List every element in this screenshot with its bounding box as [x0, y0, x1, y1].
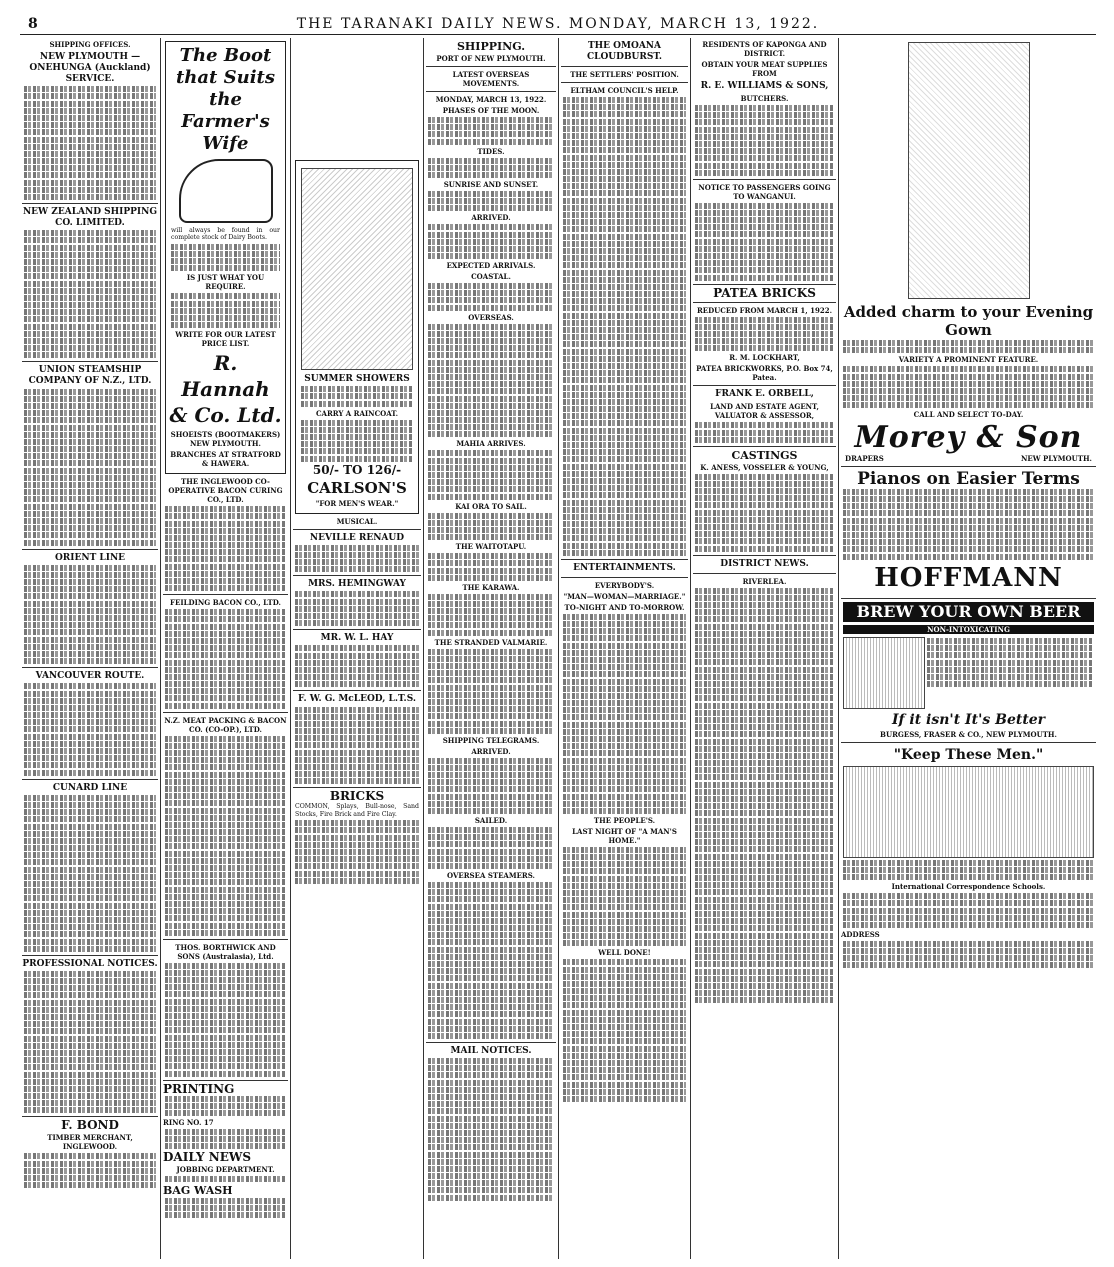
- section-heading: CUNARD LINE: [52, 782, 128, 793]
- section-heading: N.Z. MEAT PACKING & BACON CO. (CO-OP.), LTD.: [164, 715, 287, 734]
- section-heading: F. W. G. McLEOD, L.T.S.: [297, 694, 417, 705]
- ad-headline: Added charm to your Evening Gown: [843, 303, 1094, 339]
- masthead: [20, 14, 1096, 35]
- ad-headline: SUMMER SHOWERS: [304, 374, 410, 384]
- ad-text: BRANCHES AT STRATFORD & HAWERA.: [170, 450, 281, 469]
- section-subheading: EXPECTED ARRIVALS.: [446, 261, 536, 271]
- article-subheading: "MAN—WOMAN—MARRIAGE.": [563, 591, 686, 601]
- column-display-ads: [841, 38, 1096, 1259]
- section-subheading: LATEST OVERSEAS MOVEMENTS.: [452, 70, 530, 88]
- ad-text: NEW PLYMOUTH.: [1021, 454, 1092, 464]
- column-rule: [690, 38, 691, 1259]
- ad-text: NON-INTOXICATING: [843, 625, 1094, 634]
- hannah-logo: R. Hannah & Co. Ltd.: [169, 351, 282, 428]
- ad-headline: Pianos on Easier Terms: [857, 468, 1080, 489]
- ad-text: PATEA BRICKWORKS, P.O. Box 74, Patea.: [696, 364, 833, 383]
- ad-headline: FRANK E. ORBELL,: [715, 389, 814, 400]
- section-heading: MUSICAL.: [336, 516, 378, 526]
- column-rule: [290, 38, 291, 1259]
- section-heading: DAILY NEWS: [163, 1150, 252, 1165]
- section-subheading: TIMBER MERCHANT, INGLEWOOD.: [47, 1133, 133, 1152]
- ad-price: 50/- TO 126/-: [312, 462, 402, 477]
- section-subheading: THE KARAWA.: [462, 582, 520, 592]
- section-subheading: ARRIVED.: [471, 213, 511, 223]
- section-heading: THE INGLEWOOD CO-OPERATIVE BACON CURING CO., LTD.: [168, 477, 283, 505]
- article-subheading: RIVERLEA.: [742, 576, 787, 586]
- raincoat-illustration: [301, 168, 413, 370]
- ad-text: BUTCHERS.: [740, 94, 789, 103]
- ad-text: REDUCED FROM MARCH 1, 1922.: [696, 305, 833, 315]
- hoffmann-logo: HOFFMANN: [874, 562, 1063, 593]
- section-subheading: OVERSEAS.: [468, 312, 514, 322]
- ad-text: CARRY A RAINCOAT.: [315, 408, 399, 418]
- ad-text: LAND AND ESTATE AGENT, VALUATOR & ASSESSOR,: [710, 402, 819, 421]
- section-heading: VANCOUVER ROUTE.: [35, 671, 145, 682]
- column-advertisements-a: [163, 38, 288, 1259]
- column-rule: [838, 38, 839, 1259]
- section-heading: PRINTING: [163, 1081, 235, 1096]
- ad-text: OBTAIN YOUR MEAT SUPPLIES FROM: [701, 60, 828, 78]
- ad-headline: NOTICE TO PASSENGERS GOING TO WANGANUI.: [698, 182, 831, 201]
- section-subheading: OVERSEA STEAMERS.: [447, 870, 535, 880]
- column-rule: [160, 38, 161, 1259]
- morey-son-logo: Morey & Son: [854, 420, 1083, 456]
- ad-slogan: If it isn't It's Better: [891, 711, 1046, 728]
- article-subheading: THE PEOPLE'S.: [593, 815, 656, 825]
- ad-text: International Correspondence Schools.: [891, 882, 1046, 892]
- evening-gown-illustration: [908, 42, 1030, 299]
- ad-headline: The Boot that Suits the Farmer's Wife: [175, 45, 276, 154]
- article-subheading: EVERYBODY'S.: [594, 580, 655, 590]
- ad-text: R. M. LOCKHART,: [729, 353, 800, 363]
- section-subheading: KAI ORA TO SAIL.: [455, 501, 527, 511]
- ad-text: VARIETY A PROMINENT FEATURE.: [898, 355, 1039, 365]
- section-subheading: PORT OF NEW PLYMOUTH.: [436, 54, 546, 63]
- column-local: [693, 38, 836, 1259]
- column-rule: [423, 38, 424, 1259]
- section-heading: NEVILLE RENAUD: [309, 532, 405, 543]
- section-heading: DISTRICT NEWS.: [720, 558, 809, 569]
- carlsons-logo: CARLSON'S: [307, 478, 407, 497]
- section-heading: MR. W. L. HAY: [320, 633, 394, 644]
- section-heading: FEILDING BACON CO., LTD.: [170, 598, 281, 608]
- section-heading: SHIPPING.: [456, 40, 526, 53]
- article-subheading: LAST NIGHT OF "A MAN'S HOME.": [572, 826, 677, 845]
- coupon-address-label: ADDRESS: [841, 929, 880, 939]
- section-heading: RING NO. 17: [163, 1118, 214, 1128]
- ad-text: DRAPERS: [845, 454, 884, 464]
- section-heading: F. BOND: [61, 1118, 119, 1133]
- column-rule: [558, 38, 559, 1259]
- beer-illustration: [843, 637, 925, 709]
- section-subheading: MAHIA ARRIVES.: [456, 439, 526, 449]
- article-subheading: ELTHAM COUNCIL'S HELP.: [570, 86, 679, 95]
- article-subheading: THE SETTLERS' POSITION.: [570, 70, 679, 79]
- ad-headline: "Keep These Men.": [893, 746, 1044, 763]
- ad-headline: BREW YOUR OWN BEER: [843, 602, 1094, 622]
- section-heading: PROFESSIONAL NOTICES.: [22, 958, 158, 969]
- ad-text: will always be found in our complete stock of Dairy Boots.: [171, 227, 280, 242]
- section-subheading: MONDAY, MARCH 13, 1922.: [435, 95, 547, 104]
- ad-text: IS JUST WHAT YOU REQUIRE.: [186, 273, 265, 292]
- boot-illustration: [179, 159, 273, 223]
- section-subheading: COASTAL.: [471, 272, 511, 282]
- ad-text: CALL AND SELECT TO-DAY.: [913, 410, 1024, 420]
- section-subheading: SUNRISE AND SUNSET.: [443, 179, 539, 189]
- section-subheading: THE STRANDED VALMARIE.: [434, 637, 548, 647]
- column-advertisements-b: [293, 160, 421, 1259]
- ad-text: "FOR MEN'S WEAR.": [315, 498, 399, 508]
- section-heading: NEW ZEALAND SHIPPING CO. LIMITED.: [22, 207, 158, 228]
- section-heading: ENTERTAINMENTS.: [573, 562, 676, 573]
- ad-headline: CASTINGS: [731, 448, 798, 462]
- section-subheading: SHIPPING TELEGRAMS.: [442, 735, 540, 745]
- section-subheading: SAILED.: [474, 816, 508, 825]
- section-heading: MAIL NOTICES.: [450, 1045, 532, 1056]
- newspaper-title: THE TARANAKI DAILY NEWS. MONDAY, MARCH 13, 1922.: [296, 16, 820, 32]
- column-shipping-offices: [22, 38, 158, 1259]
- section-heading: NEW PLYMOUTH — ONEHUNGA (Auckland) SERVICE.: [29, 52, 151, 84]
- section-heading: THOS. BORTHWICK AND SONS (Australasia), Ltd.: [175, 942, 276, 961]
- ad-headline: RESIDENTS OF KAPONGA AND DISTRICT.: [702, 40, 827, 58]
- article-subheading: WELL DONE!: [598, 948, 651, 958]
- section-subheading: JOBBING DEPARTMENT.: [176, 1165, 275, 1175]
- section-heading: SHIPPING OFFICES.: [49, 40, 131, 49]
- article-subheading: TO-NIGHT AND TO-MORROW.: [564, 602, 685, 612]
- section-heading: BRICKS: [329, 789, 385, 804]
- column-shipping: [426, 38, 556, 1259]
- ad-text: BURGESS, FRASER & CO., NEW PLYMOUTH.: [880, 729, 1057, 739]
- page-number: 8: [28, 16, 38, 32]
- section-heading: MRS. HEMINGWAY: [308, 579, 406, 590]
- section-subheading: THE WAITOTAPU.: [455, 542, 527, 552]
- morey-footer: [845, 455, 1092, 462]
- ad-text: WRITE FOR OUR LATEST PRICE LIST.: [175, 330, 276, 349]
- article-headline: THE OMOANA CLOUDBURST.: [586, 41, 663, 62]
- section-subheading: ARRIVED.: [471, 746, 511, 756]
- section-subheading: PHASES OF THE MOON.: [442, 106, 540, 115]
- section-subheading: TIDES.: [477, 146, 505, 156]
- ad-headline: R. E. WILLIAMS & SONS,: [700, 81, 829, 91]
- ad-text: K. ANESS, VOSSELER & YOUNG,: [700, 462, 829, 472]
- ad-text: COMMON, Splays, Bull-nose, Sand Stocks, Fire Brick and Fire Clay.: [295, 803, 419, 818]
- workmen-illustration: [843, 766, 1094, 858]
- ad-text: SHOEISTS (BOOTMAKERS) NEW PLYMOUTH.: [170, 430, 281, 449]
- section-heading: UNION STEAMSHIP COMPANY OF N.Z., LTD.: [28, 365, 152, 387]
- column-news: [561, 38, 688, 1259]
- ad-headline: PATEA BRICKS: [713, 285, 816, 300]
- section-heading: BAG WASH: [163, 1184, 233, 1198]
- section-heading: ORIENT LINE: [54, 552, 126, 563]
